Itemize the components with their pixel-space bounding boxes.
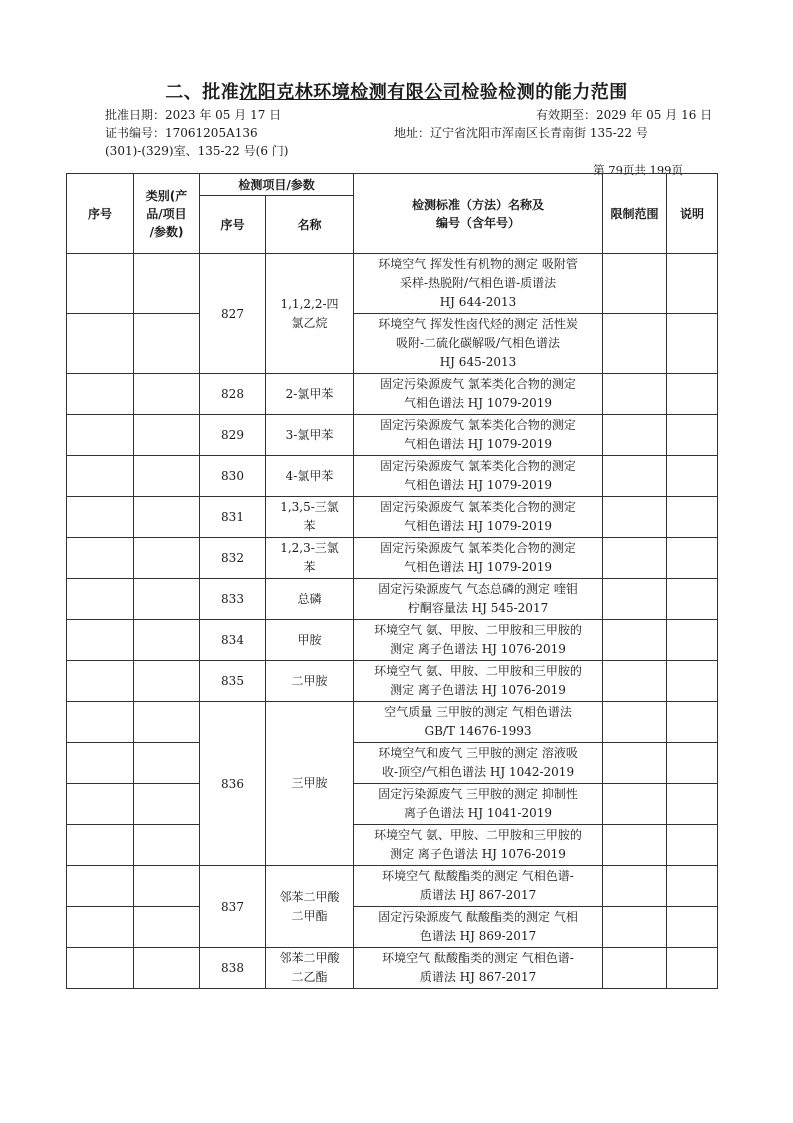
seq-cell	[67, 948, 134, 989]
header-standard: 检测标准（方法）名称及 编号（含年号）	[354, 174, 603, 254]
standard-cell: 固定污染源废气 三甲胺的测定 抑制性 离子色谱法 HJ 1041-2019	[354, 784, 603, 825]
note-cell	[667, 784, 718, 825]
standard-cell: 固定污染源废气 氯苯类化合物的测定 气相色谱法 HJ 1079-2019	[354, 374, 603, 415]
note-cell	[667, 538, 718, 579]
note-cell	[667, 948, 718, 989]
seq-cell	[67, 497, 134, 538]
limit-cell	[603, 825, 667, 866]
standard-cell: 环境空气 酞酸酯类的测定 气相色谱- 质谱法 HJ 867-2017	[354, 948, 603, 989]
item-name: 1,3,5-三氯 苯	[266, 497, 354, 538]
category-cell	[134, 825, 200, 866]
item-number: 830	[200, 456, 266, 497]
item-name: 1,2,3-三氯 苯	[266, 538, 354, 579]
limit-cell	[603, 579, 667, 620]
standard-cell: 环境空气 挥发性有机物的测定 吸附管 采样-热脱附/气相色谱-质谱法 HJ 644-2013	[354, 254, 603, 314]
limit-cell	[603, 254, 667, 314]
note-cell	[667, 620, 718, 661]
item-name: 二甲胺	[266, 661, 354, 702]
table-row	[67, 620, 718, 661]
seq-cell	[67, 415, 134, 456]
standard-cell: 环境空气 氨、甲胺、二甲胺和三甲胺的 测定 离子色谱法 HJ 1076-2019	[354, 620, 603, 661]
header-test-item: 检测项目/参数	[200, 174, 354, 196]
header-item-name: 名称	[266, 196, 354, 254]
standard-cell: 固定污染源废气 氯苯类化合物的测定 气相色谱法 HJ 1079-2019	[354, 497, 603, 538]
item-number: 834	[200, 620, 266, 661]
category-cell	[134, 661, 200, 702]
header-limit: 限制范围	[603, 174, 667, 254]
valid-until: 有效期至：2029 年 05 月 16 日	[536, 108, 713, 122]
standard-cell: 固定污染源废气 氯苯类化合物的测定 气相色谱法 HJ 1079-2019	[354, 538, 603, 579]
standard-cell: 环境空气 氨、甲胺、二甲胺和三甲胺的 测定 离子色谱法 HJ 1076-2019	[354, 825, 603, 866]
standard-cell: 固定污染源废气 气态总磷的测定 喹钼 柠酮容量法 HJ 545-2017	[354, 579, 603, 620]
limit-cell	[603, 374, 667, 415]
category-cell	[134, 948, 200, 989]
category-cell	[134, 743, 200, 784]
table-row	[67, 497, 718, 538]
certificate-number: 证书编号：17061205A136	[105, 126, 258, 140]
limit-cell	[603, 907, 667, 948]
limit-cell	[603, 784, 667, 825]
page-title	[0, 78, 793, 104]
standard-cell: 环境空气 酞酸酯类的测定 气相色谱- 质谱法 HJ 867-2017	[354, 866, 603, 907]
note-cell	[667, 415, 718, 456]
item-number: 835	[200, 661, 266, 702]
category-cell	[134, 374, 200, 415]
title-organization: 沈阳克林环境检测有限公司	[239, 82, 462, 103]
seq-cell	[67, 579, 134, 620]
table-row	[67, 702, 718, 743]
header-row	[67, 174, 718, 196]
note-cell	[667, 661, 718, 702]
address: 地址：辽宁省沈阳市浑南区长青南街 135-22 号	[394, 126, 648, 140]
limit-cell	[603, 620, 667, 661]
item-number: 832	[200, 538, 266, 579]
note-cell	[667, 497, 718, 538]
standard-cell: 固定污染源废气 氯苯类化合物的测定 气相色谱法 HJ 1079-2019	[354, 415, 603, 456]
item-name: 邻苯二甲酸 二甲酯	[266, 866, 354, 948]
category-cell	[134, 497, 200, 538]
item-name: 邻苯二甲酸 二乙酯	[266, 948, 354, 989]
table-row	[67, 538, 718, 579]
limit-cell	[603, 661, 667, 702]
header-category: 类别(产 品/项目 /参数)	[134, 174, 200, 254]
item-number: 827	[200, 254, 266, 374]
table-body	[67, 254, 718, 989]
seq-cell	[67, 661, 134, 702]
note-cell	[667, 456, 718, 497]
category-cell	[134, 415, 200, 456]
item-name: 3-氯甲苯	[266, 415, 354, 456]
header-note: 说明	[667, 174, 718, 254]
item-name: 2-氯甲苯	[266, 374, 354, 415]
approval-date: 批准日期：2023 年 05 月 17 日	[105, 108, 282, 122]
limit-cell	[603, 702, 667, 743]
category-cell	[134, 866, 200, 907]
table-row	[67, 784, 718, 825]
header-item-seq: 序号	[200, 196, 266, 254]
item-name: 1,1,2,2-四 氯乙烷	[266, 254, 354, 374]
standard-cell: 环境空气和废气 三甲胺的测定 溶液吸 收-顶空/气相色谱法 HJ 1042-2019	[354, 743, 603, 784]
category-cell	[134, 314, 200, 374]
item-number: 838	[200, 948, 266, 989]
title-prefix: 二、批准	[165, 82, 240, 103]
seq-cell	[67, 866, 134, 907]
item-number: 833	[200, 579, 266, 620]
seq-cell	[67, 456, 134, 497]
note-cell	[667, 825, 718, 866]
table-row	[67, 579, 718, 620]
seq-cell	[67, 314, 134, 374]
table-row	[67, 866, 718, 907]
category-cell	[134, 784, 200, 825]
seq-cell	[67, 825, 134, 866]
seq-cell	[67, 374, 134, 415]
table-row	[67, 907, 718, 948]
standard-cell: 环境空气 挥发性卤代烃的测定 活性炭 吸附-二硫化碳解吸/气相色谱法 HJ 645-2013	[354, 314, 603, 374]
table-row	[67, 948, 718, 989]
page-number: 第 79页共 199页	[593, 163, 683, 177]
standard-cell: 固定污染源废气 氯苯类化合物的测定 气相色谱法 HJ 1079-2019	[354, 456, 603, 497]
note-cell	[667, 254, 718, 314]
table-row	[67, 456, 718, 497]
note-cell	[667, 374, 718, 415]
table-row	[67, 743, 718, 784]
limit-cell	[603, 415, 667, 456]
item-name: 三甲胺	[266, 702, 354, 866]
table-row	[67, 415, 718, 456]
item-name: 甲胺	[266, 620, 354, 661]
limit-cell	[603, 497, 667, 538]
seq-cell	[67, 743, 134, 784]
capability-table	[66, 173, 718, 989]
header-seq: 序号	[67, 174, 134, 254]
limit-cell	[603, 866, 667, 907]
seq-cell	[67, 907, 134, 948]
note-cell	[667, 743, 718, 784]
seq-cell	[67, 702, 134, 743]
standard-cell: 空气质量 三甲胺的测定 气相色谱法 GB/T 14676-1993	[354, 702, 603, 743]
seq-cell	[67, 254, 134, 314]
category-cell	[134, 620, 200, 661]
category-cell	[134, 456, 200, 497]
table-row	[67, 254, 718, 314]
limit-cell	[603, 538, 667, 579]
item-number: 836	[200, 702, 266, 866]
limit-cell	[603, 314, 667, 374]
note-cell	[667, 314, 718, 374]
category-cell	[134, 538, 200, 579]
note-cell	[667, 907, 718, 948]
category-cell	[134, 579, 200, 620]
standard-cell: 环境空气 氨、甲胺、二甲胺和三甲胺的 测定 离子色谱法 HJ 1076-2019	[354, 661, 603, 702]
standard-cell: 固定污染源废气 酞酸酯类的测定 气相 色谱法 HJ 869-2017	[354, 907, 603, 948]
table-row	[67, 374, 718, 415]
table-row	[67, 314, 718, 374]
category-cell	[134, 254, 200, 314]
item-number: 837	[200, 866, 266, 948]
item-name: 总磷	[266, 579, 354, 620]
table-row	[67, 825, 718, 866]
item-number: 828	[200, 374, 266, 415]
note-cell	[667, 866, 718, 907]
seq-cell	[67, 538, 134, 579]
category-cell	[134, 907, 200, 948]
item-number: 831	[200, 497, 266, 538]
limit-cell	[603, 948, 667, 989]
limit-cell	[603, 743, 667, 784]
item-name: 4-氯甲苯	[266, 456, 354, 497]
table-row	[67, 661, 718, 702]
limit-cell	[603, 456, 667, 497]
title-suffix: 检验检测的能力范围	[461, 82, 628, 103]
room-range: (301)-(329)室、135-22 号(6 门)	[105, 144, 289, 158]
category-cell	[134, 702, 200, 743]
seq-cell	[67, 784, 134, 825]
seq-cell	[67, 620, 134, 661]
item-number: 829	[200, 415, 266, 456]
note-cell	[667, 702, 718, 743]
note-cell	[667, 579, 718, 620]
